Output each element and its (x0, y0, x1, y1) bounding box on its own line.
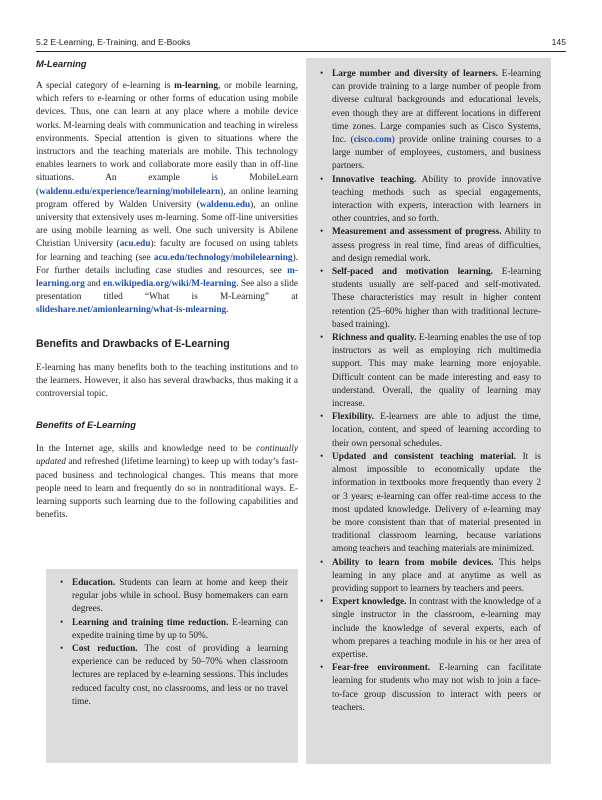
link-waldenu-mobilelearn[interactable]: waldenu.edu/experience/learning/mobilelearn (39, 186, 221, 197)
bullet-icon: • (320, 597, 324, 608)
benefit-item (312, 557, 541, 597)
link-m-learning-org[interactable]: m-learning.org (36, 265, 298, 290)
benefit-text: Ability to provide innovative teaching methods such as special engagements, interaction with experts, interaction with learners in other countries, and so forth. (332, 174, 541, 225)
link-waldenu[interactable]: waldenu.edu (199, 199, 251, 210)
benefit-text: The cost of providing a learning experience can be reduced by 50–70% when classroom lectures are replaced by e-learning sessions. This includes reduced faculty cost, no classrooms, and less or no travel time. (72, 644, 288, 707)
bullet-icon: • (320, 333, 324, 344)
bullet-icon: • (320, 451, 324, 462)
benefits-paragraph: In the Internet age, skills and knowledge need to be continually updated and refreshed (lifetime learning) to keep up with today’s fast-paced business and technological changes. This means that more people need to learn and frequently do so in nontraditional ways. E-learning supports such learning due to the following capabilities and benefits. (36, 444, 298, 521)
benefit-term: Updated and consistent teaching material. (332, 451, 517, 462)
header-rule (36, 51, 566, 52)
benefits-emphasis: continually updated (36, 444, 298, 468)
benefits-intro: E-learning has many benefits both to the teaching institutions and to the learners. However, it also has several drawbacks, thus making it a controversial topic. (36, 362, 298, 400)
benefit-term: Cost reduction. (72, 644, 138, 655)
link-acu-mobilelearning[interactable]: acu.edu/technology/mobilelearning (153, 252, 293, 263)
bullet-icon: • (60, 644, 64, 655)
benefit-text: E-learning enables the use of top instructors as well as employing rich multimedia support. This may make learning more enjoyable. Difficult content can be made interesting and easy to understand. Overall, the quality of learning may increase. (332, 333, 541, 410)
mlearning-heading: M-Learning (36, 58, 87, 69)
benefit-item (312, 451, 541, 557)
benefits-heading: Benefits and Drawbacks of E-Learning (36, 337, 230, 350)
benefit-term: Innovative teaching. (332, 174, 417, 185)
benefit-item (312, 411, 541, 451)
benefits-subheading: Benefits of E-Learning (36, 419, 137, 431)
benefit-term: Flexibility. (332, 412, 375, 423)
benefit-term: Measurement and assessment of progress. (332, 227, 502, 238)
left-column (36, 58, 298, 522)
benefit-term: Richness and quality. (332, 333, 417, 344)
benefit-text: Ability to assess progress in real time, find areas of difficulties, and design remedial work. (332, 227, 542, 264)
benefit-term: Ability to learn from mobile devices. (332, 557, 494, 568)
running-header (36, 34, 566, 50)
link-slideshare[interactable]: slideshare.net/amionlearning/what-is-mlearning (36, 305, 227, 316)
benefit-text: This helps learning in any place and at anytime as well as providing support to learners by teachers and peers. (332, 557, 541, 594)
benefit-text: E-learning students usually are self-paced and self-motivated. These characteristics may result in higher content retention (25–60% higher than with traditional lecture-based training). (332, 267, 541, 330)
benefit-text: E-learners are able to adjust the time, location, content, and speed of learning according to their own personal schedules. (332, 412, 541, 449)
benefit-item (52, 577, 288, 617)
mlearning-paragraph: A special category of e-learning is m-learning, or mobile learning, which refers to e-learning or other forms of education using mobile devices. Thus, one can learn at any place where a mobile device works. M-learning deals with communication and teaching in wireless environments. Special attention is given to situations where the instructors and the teaching materials are mobile. This technology enables learners to work and collaborate more easily than in off-line situations. An example is MobileLearn (waldenu.edu/experience/learning/mobilelearn), an online learning program offered by Walden University (waldenu.edu), an online university that extensively uses m-learning. Some off-line universities are using mobile learning as well. One such university is Abilene Christian University (acu.edu): faculty are focused on using tablets for learning and teaching (see acu.edu/technology/mobilelearning). For further details including case studies and resources, see m-learning.org and en.wikipedia.org/wiki/M-learning. See also a slide presentation titled “What is M-Learning” at slideshare.net/amionlearning/what-is-mlearning. (36, 81, 298, 316)
benefit-term: Self-paced and motivation learning. (332, 267, 493, 278)
bullet-icon: • (320, 174, 324, 185)
section-title: 5.2 E-Learning, E-Training, and E-Books (36, 37, 191, 47)
benefits-list-right (306, 58, 551, 715)
bullet-icon: • (320, 227, 324, 238)
benefit-text: It is almost impossible to economically update the information in textbooks more frequently than every 2 or 3 years; e-learning can offer real-time access to the most updated knowledge. Delivery of e-learning may be more consistent than that of material presented in traditional classroom learning, because variations among teachers and teaching materials are minimized. (332, 451, 542, 555)
bullet-icon: • (60, 578, 64, 588)
benefit-item (52, 643, 288, 709)
link-wikipedia-m-learning[interactable]: en.wikipedia.org/wiki/M-learning (102, 279, 237, 290)
benefit-item (312, 266, 541, 332)
link-cisco[interactable]: cisco.com (353, 135, 392, 146)
benefit-item (312, 662, 541, 715)
benefit-item (312, 68, 541, 174)
link-acu[interactable]: acu.edu (119, 239, 151, 250)
benefit-item (52, 617, 288, 643)
benefit-item (312, 226, 541, 266)
benefit-text: E-learning can expedite training time by up to 50%. (72, 617, 288, 641)
benefits-list-left (46, 569, 298, 709)
bullet-icon: • (320, 267, 324, 278)
benefit-term: Fear-free environment. (332, 663, 431, 674)
benefits-box-right (306, 58, 551, 764)
benefit-term: Expert knowledge. (332, 597, 407, 608)
benefit-text: In contrast with the knowledge of a single instructor in the classroom, e-learning may include the knowledge of several experts, each of whom prepares a teaching module in his or her area of expertise. (332, 597, 541, 660)
benefit-text: Students can learn at home and keep their regular jobs while in school. Busy homemakers can earn degrees. (72, 578, 288, 615)
bullet-icon: • (320, 69, 324, 79)
benefit-text: E-learning can provide training to a large number of people from diverse cultural backgrounds and educational levels, even though they are at different locations in different time zones. Large companies such as Cisco Systems, Inc. ( (332, 69, 541, 146)
benefit-text-cont: ) provide online training courses to a large number of employees, customers, and business partners. (332, 135, 541, 172)
benefit-item (312, 332, 541, 411)
bullet-icon: • (320, 663, 324, 674)
bullet-icon: • (320, 557, 324, 568)
benefit-item (312, 596, 541, 662)
benefit-term: Large number and diversity of learners. (332, 69, 499, 79)
benefit-term: Education. (72, 578, 116, 588)
bullet-icon: • (60, 617, 64, 628)
benefit-term: Learning and training time reduction. (72, 617, 229, 628)
benefit-text: E-learning can facilitate learning for students who may not wish to join a face-to-face group discussion to interact with peers or teachers. (332, 663, 541, 713)
benefits-box-left (46, 569, 298, 763)
benefit-item (312, 174, 541, 227)
bullet-icon: • (320, 412, 324, 423)
mlearning-term: m-learning (174, 81, 219, 91)
page-number: 145 (551, 37, 566, 47)
